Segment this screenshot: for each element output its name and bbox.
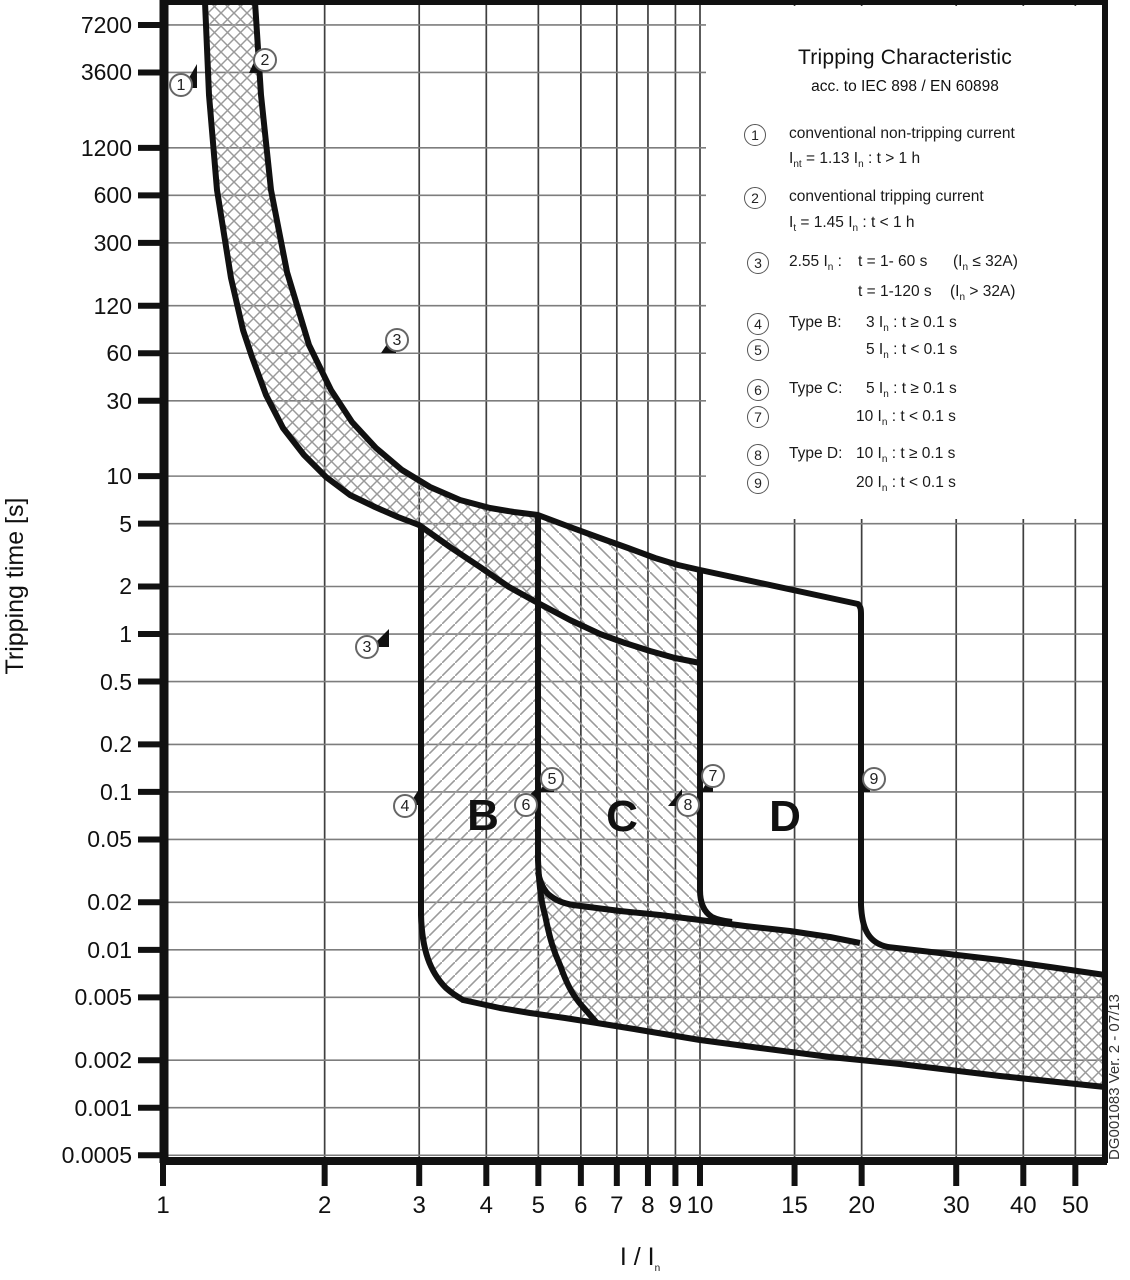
- legend-item-8-value: 10 $I_n$ : t ≥ 0.1 s: [856, 445, 956, 466]
- x-tick-label: 15: [781, 1192, 808, 1219]
- legend-item-2-line1: conventional tripping current: [789, 188, 984, 205]
- legend-item-4-label: Type B:: [789, 314, 842, 331]
- legend-item-3-value1: t = 1- 60 s: [858, 253, 928, 270]
- chart-marker-3a: 3: [385, 328, 409, 352]
- legend-item-1-line2: $I_{nt} = 1.13$ $I_n$ : t > 1 h: [789, 150, 921, 171]
- region-label-c: C: [606, 792, 638, 841]
- legend-item-1-line1: conventional non-tripping current: [789, 125, 1015, 142]
- legend-num-6: 6: [747, 379, 769, 401]
- legend-num-4: 4: [747, 313, 769, 335]
- legend-num-8: 8: [747, 444, 769, 466]
- legend-item-9-value: 20 $I_n$ : t < 0.1 s: [856, 474, 956, 495]
- y-tick-label: 0.001: [74, 1094, 132, 1121]
- x-tick-label: 4: [479, 1192, 493, 1219]
- region-c-hatch: [538, 515, 718, 919]
- legend-num-5: 5: [747, 339, 769, 361]
- chart-marker-5: 5: [540, 767, 564, 791]
- y-tick-label: 0.2: [100, 731, 132, 758]
- x-tick-label: 6: [574, 1192, 588, 1219]
- y-tick-label: 120: [93, 292, 132, 319]
- legend-item-6-value: 5 $I_n$ : t ≥ 0.1 s: [866, 380, 957, 401]
- legend-num-3: 3: [747, 252, 769, 274]
- chart-marker-1: 1: [169, 73, 193, 97]
- legend-num-2: 2: [744, 187, 766, 209]
- y-tick-label: 600: [93, 182, 132, 209]
- legend-item-3-cond1: $(I_n \le 32A)$: [953, 253, 1018, 274]
- x-tick-label: 2: [317, 1192, 332, 1219]
- x-tick-label: 8: [641, 1192, 655, 1219]
- y-tick-label: 0.0005: [61, 1142, 132, 1169]
- y-tick-label: 0.1: [100, 778, 132, 805]
- x-tick-label: 10: [686, 1192, 714, 1219]
- x-tick-label: 20: [848, 1192, 875, 1219]
- y-axis-title: Tripping time [s]: [1, 497, 29, 675]
- legend-item-3-cond2: $(I_n > 32A)$: [950, 283, 1016, 304]
- x-tick-label: 5: [531, 1192, 546, 1219]
- legend-item-2-line2: $I_t = 1.45$ $I_n$ : t < 1 h: [789, 214, 915, 235]
- x-tick-label: 7: [610, 1192, 624, 1219]
- y-tick-label: 0.5: [100, 668, 132, 695]
- legend-num-9: 9: [747, 472, 769, 494]
- x-tick-label: 9: [668, 1192, 683, 1219]
- chart-marker-4: 4: [393, 794, 417, 818]
- y-tick-label: 7200: [80, 11, 132, 38]
- thermal-band-hatch: [205, 2, 538, 603]
- x-tick-label: 40: [1009, 1192, 1037, 1219]
- legend-item-3-label: 2.55 $I_n$ :: [789, 253, 842, 274]
- x-tick-label: 30: [942, 1192, 970, 1219]
- x-axis-title: I / $I_n$: [619, 1243, 661, 1274]
- y-tick-label: 1200: [80, 134, 132, 161]
- y-tick-label: 3600: [80, 59, 132, 86]
- y-tick-label: 0.002: [74, 1047, 132, 1074]
- legend-num-7: 7: [747, 406, 769, 428]
- chart-marker-7: 7: [701, 764, 725, 788]
- y-tick-label: 60: [106, 340, 132, 367]
- legend-item-3-value2: t = 1-120 s: [858, 283, 932, 300]
- y-tick-label: 0.01: [87, 936, 132, 963]
- chart-marker-6: 6: [514, 793, 538, 817]
- x-tick-label: 3: [412, 1192, 426, 1219]
- y-tick-label: 0.005: [74, 984, 132, 1011]
- legend-item-5-value: 5 $I_n$ : t < 0.1 s: [866, 341, 958, 362]
- chart-marker-2: 2: [253, 48, 277, 72]
- legend-item-7-value: 10 $I_n$ : t < 0.1 s: [856, 408, 956, 429]
- y-tick-label: 1: [119, 621, 132, 648]
- y-tick-label: 10: [106, 463, 132, 490]
- legend-num-1: 1: [744, 124, 766, 146]
- y-tick-label: 0.05: [87, 826, 132, 853]
- legend-item-4-value: 3 $I_n$ : t ≥ 0.1 s: [866, 314, 957, 335]
- chart-marker-9: 9: [862, 767, 886, 791]
- y-tick-label: 30: [106, 387, 132, 414]
- x-tick-label: 1: [156, 1192, 170, 1219]
- chart-marker-3b: 3: [355, 635, 379, 659]
- document-reference: DG001083 Ver. 2 - 07/13: [1106, 994, 1123, 1160]
- y-tick-label: 0.02: [87, 889, 132, 916]
- x-tick-label: 50: [1061, 1192, 1089, 1219]
- y-tick-label: 2: [119, 573, 132, 600]
- y-tick-label: 300: [93, 229, 132, 256]
- legend-item-8-label: Type D:: [789, 445, 843, 462]
- region-label-d: D: [769, 792, 801, 841]
- y-tick-label: 5: [119, 510, 132, 537]
- region-label-b: B: [467, 791, 499, 840]
- chart-marker-8: 8: [676, 793, 700, 817]
- chart-subtitle: acc. to IEC 898 / EN 60898: [811, 78, 999, 95]
- chart-title: Tripping Characteristic: [798, 46, 1012, 69]
- legend-item-6-label: Type C:: [789, 380, 843, 397]
- curve-10in-bound: [700, 570, 732, 922]
